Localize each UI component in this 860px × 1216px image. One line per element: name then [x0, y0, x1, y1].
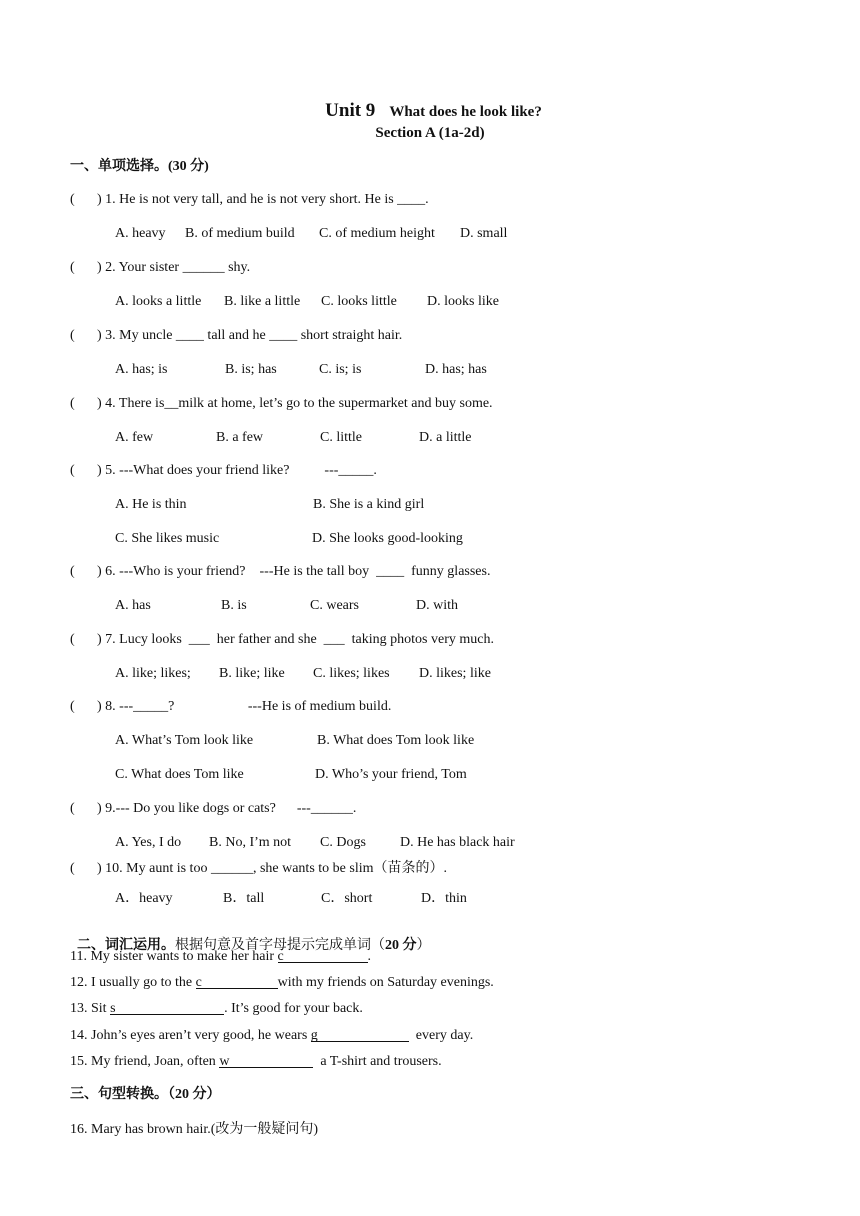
vocabulary-item-text: 12. I usually go to the: [70, 975, 196, 990]
answer-option: A. looks a little: [115, 294, 202, 309]
answer-option: B. like; like: [219, 666, 285, 681]
answer-option: B. is: [221, 598, 247, 613]
answer-option: B. What does Tom look like: [317, 733, 475, 748]
answer-option: C. What does Tom like: [115, 767, 244, 782]
question-stem: ) 10. My aunt is too ______, she wants to be slim（苗条的）.: [97, 861, 447, 876]
question-stem: ) 2. Your sister ______ shy.: [97, 260, 251, 275]
answer-option: D. looks like: [427, 294, 499, 309]
answer-option: C. wears: [310, 598, 359, 613]
vocabulary-item-text: 13. Sit: [70, 1001, 111, 1016]
answer-bracket: (: [70, 463, 75, 478]
answer-bracket: (: [70, 861, 75, 876]
answer-option: A. like; likes;: [115, 666, 191, 681]
answer-option: B. No, I’m not: [209, 835, 292, 850]
answer-option: C. She likes music: [115, 531, 220, 546]
answer-bracket: (: [70, 564, 75, 579]
question-stem: ) 6. ---Who is your friend? ---He is the tall boy ____ funny glasses.: [97, 564, 491, 579]
section-title: Section A (1a-2d): [375, 125, 485, 141]
hint-letter: c: [195, 975, 202, 990]
answer-bracket: (: [70, 192, 75, 207]
transform-item: 16. Mary has brown hair.(改为一般疑问句): [70, 1122, 319, 1137]
answer-option: A. has: [115, 598, 151, 613]
answer-option: C. Dogs: [320, 835, 366, 850]
vocabulary-item: [70, 948, 371, 966]
answer-bracket: (: [70, 396, 75, 411]
vocabulary-item-text: .: [367, 949, 371, 964]
hint-letter: w: [219, 1054, 230, 1069]
answer-bracket: (: [70, 699, 75, 714]
part2-heading-label: 二、词汇运用。: [77, 938, 175, 953]
answer-option: B. is; has: [225, 362, 277, 377]
answer-bracket: (: [70, 632, 75, 647]
vocabulary-item: [70, 1053, 442, 1071]
vocabulary-item-text: every day.: [408, 1028, 474, 1043]
fill-in-blank[interactable]: [311, 1027, 409, 1042]
answer-option: D. She looks good-looking: [312, 531, 463, 546]
answer-option: A. What’s Tom look like: [115, 733, 254, 748]
answer-option: C. is; is: [319, 362, 362, 377]
fill-in-blank[interactable]: [196, 974, 278, 989]
answer-option: D．thin: [421, 891, 467, 906]
answer-option: B. like a little: [224, 294, 301, 309]
answer-option: C. looks little: [321, 294, 397, 309]
answer-option: B. She is a kind girl: [313, 497, 425, 512]
answer-option: A. He is thin: [115, 497, 187, 512]
question-stem: ) 3. My uncle ____ tall and he ____ short straight hair.: [97, 328, 403, 343]
answer-option: D. He has black hair: [400, 835, 515, 850]
question-stem: ) 5. ---What does your friend like? ---_____.: [97, 463, 377, 478]
question-stem: ) 1. He is not very tall, and he is not very short. He is ____.: [97, 192, 429, 207]
part2-heading-instruction: 根据句意及首字母提示完成单词（: [175, 938, 385, 953]
answer-option: B. of medium build: [185, 226, 295, 241]
part2-heading-close: ）: [416, 938, 431, 953]
answer-option: D. likes; like: [419, 666, 491, 681]
part3-heading: 三、句型转换。（20 分）: [70, 1087, 221, 1102]
answer-bracket: (: [70, 260, 75, 275]
fill-in-blank[interactable]: [110, 1000, 224, 1015]
answer-bracket: (: [70, 328, 75, 343]
part1-heading: 一、单项选择。(30 分): [70, 159, 209, 174]
hint-letter: c: [277, 949, 284, 964]
answer-option: D. with: [416, 598, 458, 613]
vocabulary-item-text: a T-shirt and trousers.: [313, 1054, 442, 1069]
answer-option: D. has; has: [425, 362, 487, 377]
vocabulary-item-text: with my friends on Saturday evenings.: [277, 975, 494, 990]
answer-option: C. little: [320, 430, 362, 445]
vocabulary-item-text: . It’s good for your back.: [224, 1001, 363, 1016]
unit-title: [0, 84, 860, 122]
vocabulary-item-text: 15. My friend, Joan, often: [70, 1054, 220, 1069]
fill-in-blank[interactable]: [278, 948, 368, 963]
vocabulary-item-text: 14. John’s eyes aren’t very good, he wears: [70, 1028, 311, 1043]
unit-number: Unit 9: [325, 100, 376, 121]
part2-heading-score: 20 分: [385, 938, 417, 953]
answer-option: A．heavy: [115, 891, 173, 906]
fill-in-blank[interactable]: [219, 1053, 313, 1068]
answer-option: A. few: [115, 430, 154, 445]
answer-option: D. small: [460, 226, 508, 241]
question-stem: ) 8. ---_____? ---He is of medium build.: [97, 699, 392, 714]
answer-option: D. a little: [419, 430, 472, 445]
answer-option: B. a few: [216, 430, 264, 445]
hint-letter: s: [110, 1001, 116, 1016]
answer-option: C. likes; likes: [313, 666, 390, 681]
answer-option: A. has; is: [115, 362, 168, 377]
answer-option: C. of medium height: [319, 226, 435, 241]
answer-bracket: (: [70, 801, 75, 816]
unit-question: What does he look like?: [389, 104, 542, 120]
answer-option: C．short: [321, 891, 373, 906]
vocabulary-item: [70, 1000, 363, 1018]
answer-option: B．tall: [223, 891, 265, 906]
question-stem: ) 7. Lucy looks ___ her father and she ___ taking photos very much.: [97, 632, 494, 647]
vocabulary-item: [70, 1027, 473, 1045]
answer-option: A. Yes, I do: [115, 835, 182, 850]
question-stem: ) 4. There is__milk at home, let’s go to the supermarket and buy some.: [97, 396, 493, 411]
answer-option: D. Who’s your friend, Tom: [315, 767, 467, 782]
answer-option: A. heavy: [115, 226, 166, 241]
vocabulary-item: [70, 974, 494, 992]
hint-letter: g: [310, 1028, 318, 1043]
vocabulary-item-text: 11. My sister wants to make her hair: [70, 949, 278, 964]
question-stem: ) 9.--- Do you like dogs or cats? ---______.: [97, 801, 357, 816]
